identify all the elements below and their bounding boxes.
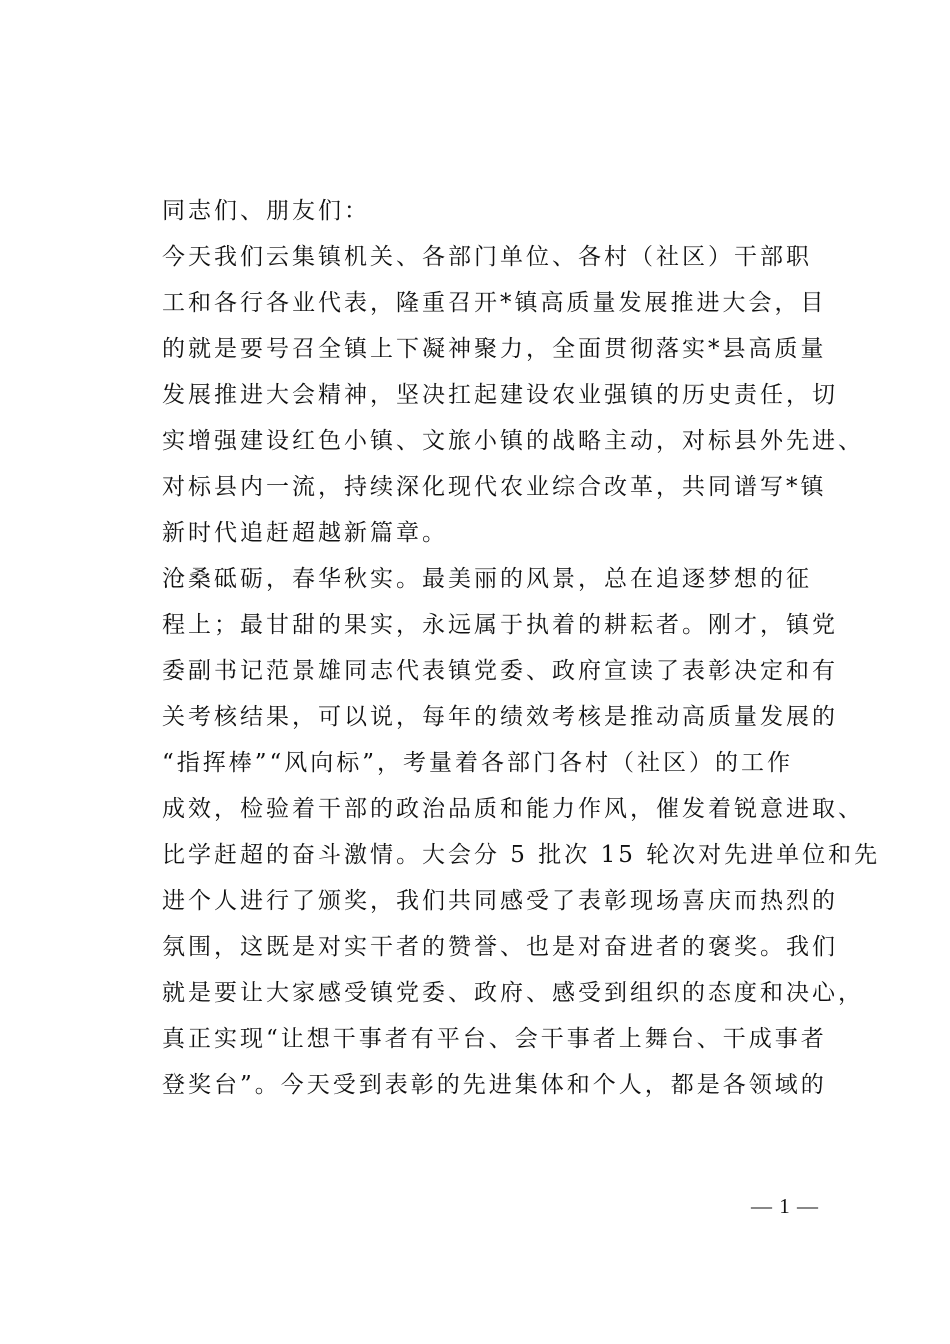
text-line: 对标县内一流，持续深化现代农业综合改革，共同谱写*镇 [162, 474, 827, 500]
body-text [162, 188, 881, 1108]
text-line: 登奖台”。今天受到表彰的先进集体和个人，都是各领域的 [162, 1072, 827, 1098]
text-line: 委副书记范景雄同志代表镇党委、政府宣读了表彰决定和有 [162, 658, 838, 684]
text-line: 新时代追赶超越新篇章。 [162, 520, 448, 546]
page-number: — 1 — [751, 1194, 819, 1218]
text-line: 同志们、朋友们： [162, 198, 370, 224]
text-line: 比学赶超的奋斗激情。大会分 5 批次 15 轮次对先进单位和先 [162, 842, 881, 868]
text-line: 进个人进行了颁奖，我们共同感受了表彰现场喜庆而热烈的 [162, 888, 838, 914]
text-line: 沧桑砥砺，春华秋实。最美丽的风景，总在追逐梦想的征 [162, 566, 812, 592]
text-line: “指挥棒”“风向标”，考量着各部门各村（社区）的工作 [162, 750, 794, 776]
text-line: 实增强建设红色小镇、文旅小镇的战略主动，对标县外先进、 [162, 428, 864, 454]
text-line: 今天我们云集镇机关、各部门单位、各村（社区）干部职 [162, 244, 812, 270]
text-line: 发展推进大会精神，坚决扛起建设农业强镇的历史责任，切 [162, 382, 838, 408]
text-line: 氛围，这既是对实干者的赞誉、也是对奋进者的褒奖。我们 [162, 934, 838, 960]
text-line: 成效，检验着干部的政治品质和能力作风，催发着锐意进取、 [162, 796, 864, 822]
text-line: 真正实现“让想干事者有平台、会干事者上舞台、干成事者 [162, 1026, 827, 1052]
text-line: 程上；最甘甜的果实，永远属于执着的耕耘者。刚才，镇党 [162, 612, 838, 638]
text-line: 关考核结果，可以说，每年的绩效考核是推动高质量发展的 [162, 704, 838, 730]
text-line: 就是要让大家感受镇党委、政府、感受到组织的态度和决心， [162, 980, 864, 1006]
text-line: 的就是要号召全镇上下凝神聚力，全面贯彻落实*县高质量 [162, 336, 827, 362]
text-line: 工和各行各业代表，隆重召开*镇高质量发展推进大会，目 [162, 290, 827, 316]
